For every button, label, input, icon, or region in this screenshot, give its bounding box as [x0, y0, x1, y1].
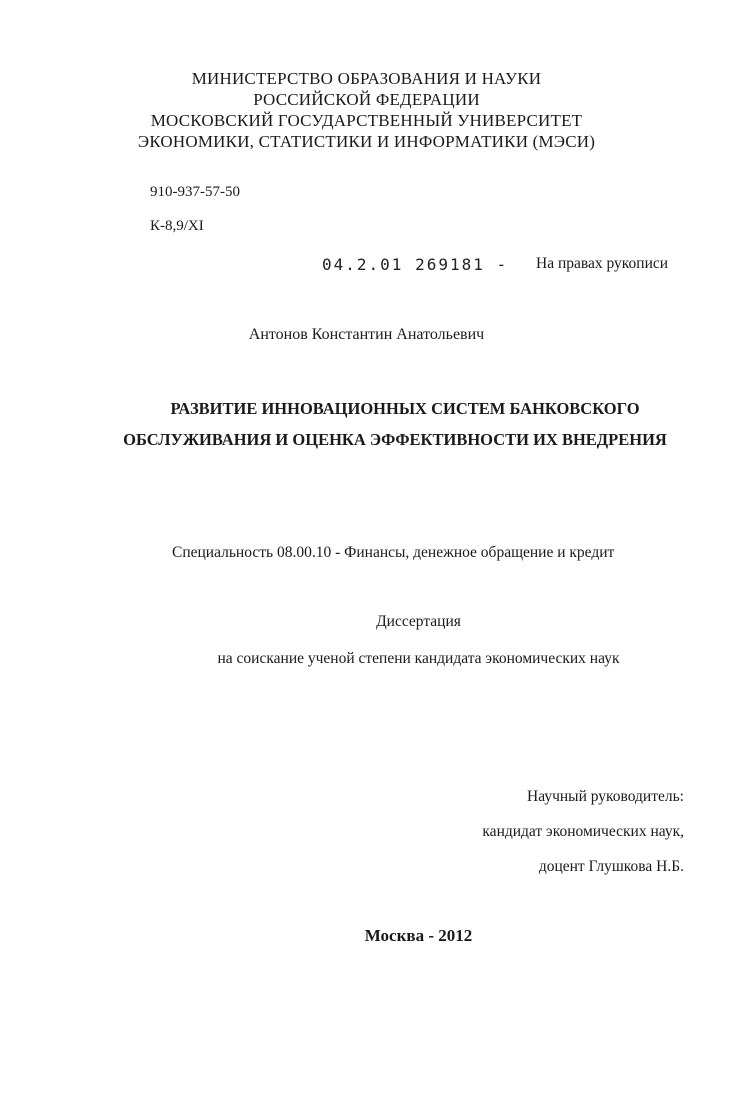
- supervisor-degree: кандидат экономических наук,: [482, 823, 684, 840]
- author-name: Антонов Константин Анатольевич: [248, 326, 485, 343]
- library-stamp: 04.2.01 269181 -: [322, 255, 509, 274]
- university-line-1: МОСКОВСКИЙ ГОСУДАРСТВЕННЫЙ УНИВЕРСИТЕТ: [150, 111, 583, 130]
- degree-statement: на соискание ученой степени кандидата экономических наук: [217, 650, 620, 667]
- catalog-code-2: К-8,9/XI: [150, 218, 204, 234]
- thesis-title-2: [0, 424, 733, 455]
- city-year: Москва - 2012: [364, 926, 473, 945]
- title-line-1: РАЗВИТИЕ ИННОВАЦИОННЫХ СИСТЕМ БАНКОВСКОГО: [170, 399, 640, 418]
- specialty: Специальность 08.00.10 - Финансы, денежное обращение и кредит: [172, 544, 615, 561]
- dissertation-label: Диссертация: [376, 613, 461, 630]
- ministry-line-2: РОССИЙСКОЙ ФЕДЕРАЦИИ: [253, 90, 480, 109]
- supervisor-name: доцент Глушкова Н.Б.: [538, 858, 684, 875]
- title-line-2: ОБСЛУЖИВАНИЯ И ОЦЕНКА ЭФФЕКТИВНОСТИ ИХ ВНЕДРЕНИЯ: [123, 430, 667, 449]
- rights-note: На правах рукописи: [536, 255, 669, 272]
- supervisor-label: Научный руководитель:: [527, 788, 684, 805]
- header-block: [0, 68, 733, 152]
- thesis-title: [0, 393, 733, 424]
- ministry-line-1: МИНИСТЕРСТВО ОБРАЗОВАНИЯ И НАУКИ: [191, 69, 542, 88]
- university-line-2: ЭКОНОМИКИ, СТАТИСТИКИ И ИНФОРМАТИКИ (МЭСИ): [137, 132, 596, 151]
- catalog-code-1: 910-937-57-50: [150, 184, 240, 200]
